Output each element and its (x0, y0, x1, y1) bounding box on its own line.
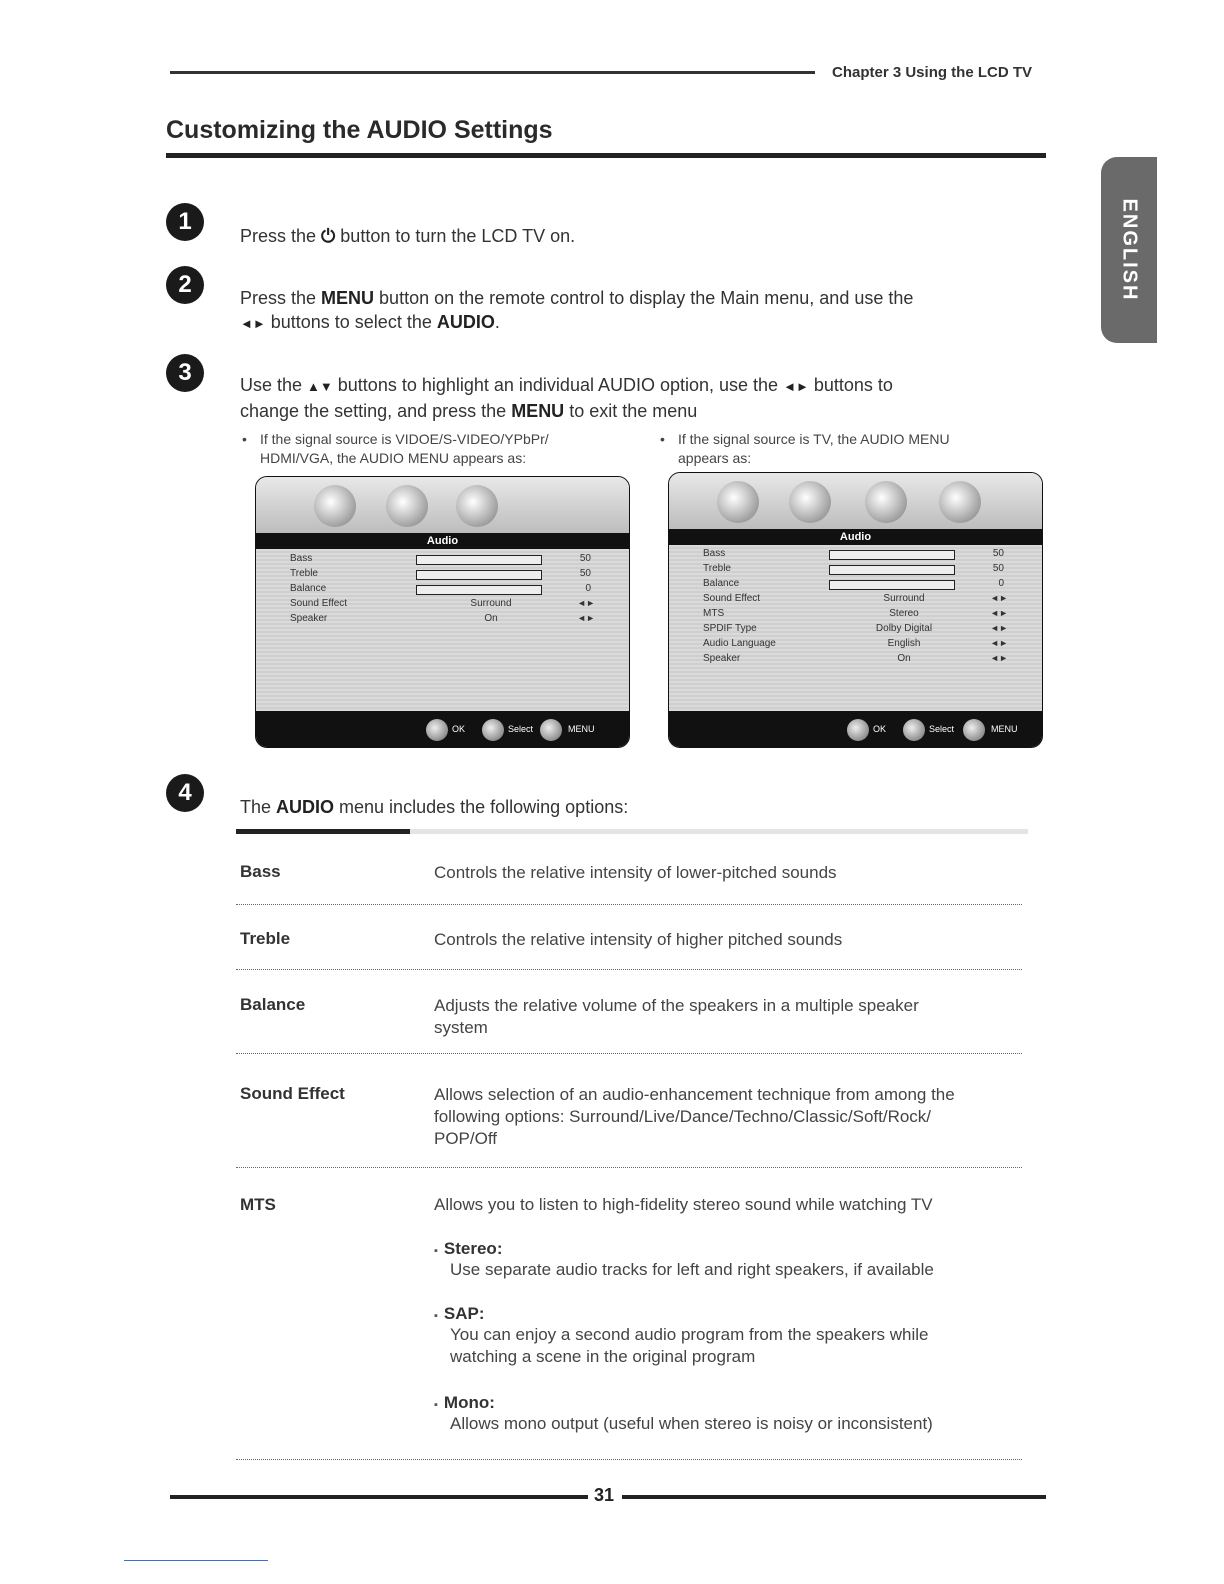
bullet-left (242, 430, 549, 468)
menu-row-balance (669, 577, 1042, 593)
sub-title: Stereo: (443, 1239, 503, 1258)
ok-label: OK (873, 724, 887, 734)
setup-menu-icon (939, 481, 981, 523)
option-desc-balance (434, 995, 1024, 1039)
step-3-text (240, 373, 893, 423)
option-desc-treble: Controls the relative intensity of higher pitched sounds (434, 930, 843, 949)
mts-sub-sap (434, 1304, 1024, 1368)
sub-title: Mono: (443, 1393, 495, 1412)
select-label: Select (929, 724, 955, 734)
options-rule-light (410, 829, 1028, 834)
ok-label: OK (452, 724, 466, 734)
option-term-mts: MTS (240, 1195, 276, 1214)
menu-row-treble (256, 567, 629, 583)
step-number-1: 1 (166, 203, 204, 241)
row-number: 0 (585, 583, 591, 594)
bullet-dot: • (242, 431, 247, 447)
row-value: Dolby Digital (875, 623, 933, 634)
picture-menu-icon (717, 481, 759, 523)
ok-button-icon (426, 719, 448, 741)
option-desc-bass: Controls the relative intensity of lower-pitched sounds (434, 863, 837, 882)
row-divider (236, 1459, 1022, 1460)
options-rule-dark (236, 829, 410, 834)
menu-row-speaker (669, 652, 1042, 668)
level-bar (416, 555, 542, 565)
adjust-arrows-icon: ◄► (990, 623, 1008, 633)
menu-icon-bar (256, 477, 629, 533)
adjust-arrows-icon: ◄► (990, 608, 1008, 618)
bullet-left-line2: HDMI/VGA, the AUDIO MENU appears as: (260, 450, 527, 466)
menu-row-sound-effect (256, 597, 629, 613)
step-3-pre: Use the (240, 375, 308, 395)
level-bar (416, 585, 542, 595)
row-label: Speaker (703, 653, 741, 664)
bullet-square: ▪ (434, 1245, 438, 1257)
step-2-pre: Press the (240, 288, 322, 308)
ok-button-icon (847, 719, 869, 741)
menu-row-treble (669, 562, 1042, 578)
page-title: Customizing the AUDIO Settings (166, 116, 553, 144)
row-label: MTS (703, 608, 725, 619)
mts-sub-stereo (434, 1239, 1024, 1281)
row-label: Audio Language (703, 638, 776, 649)
sub-desc: You can enjoy a second audio program from the speakers while (450, 1325, 929, 1344)
option-term-sound-effect: Sound Effect (240, 1084, 345, 1103)
step-3-menu: MENU (511, 401, 565, 421)
screen-footer (256, 711, 629, 747)
screen-footer (669, 711, 1042, 747)
bullet-square: ▪ (434, 1399, 438, 1411)
mts-sub-mono (434, 1393, 1024, 1435)
step-2-post: button on the remote control to display the Main menu, and use the (374, 288, 914, 308)
row-label: Sound Effect (703, 593, 761, 604)
step-2-mid: buttons to select the (265, 312, 437, 332)
step-4-audio: AUDIO (276, 797, 335, 817)
picture-menu-icon (314, 485, 356, 527)
screen-header: Audio (669, 529, 1042, 545)
select-button-icon (482, 719, 504, 741)
title-rule (166, 153, 1046, 158)
audio-menu-icon (789, 481, 831, 523)
menu-label: MENU (991, 724, 1018, 734)
option-desc-sound-effect (434, 1084, 1024, 1150)
row-label: Balance (290, 583, 327, 594)
footer-rule-left (170, 1495, 588, 1499)
sub-title: SAP: (443, 1304, 485, 1323)
menu-row-bass (256, 552, 629, 568)
level-bar (416, 570, 542, 580)
audio-menu-screen-right (668, 472, 1043, 748)
power-icon: ⏻ (321, 226, 336, 246)
step-3-mid: buttons to highlight an individual AUDIO option, use the (332, 375, 784, 395)
setup-menu-icon (456, 485, 498, 527)
row-divider (236, 969, 1022, 970)
row-divider (236, 1053, 1022, 1054)
menu-button-icon (540, 719, 562, 741)
adjust-arrows-icon: ◄► (990, 638, 1008, 648)
menu-row-speaker (256, 612, 629, 628)
row-label: Bass (290, 553, 313, 564)
left-right-arrows-icon: ◄► (240, 316, 266, 331)
row-divider (236, 1167, 1022, 1168)
row-number: 50 (992, 548, 1004, 559)
header-rule (170, 71, 815, 74)
audio-menu-icon (386, 485, 428, 527)
menu-row-bass (669, 547, 1042, 563)
screen-body (669, 545, 1042, 711)
option-term-treble: Treble (240, 929, 291, 948)
bullet-left-line1: If the signal source is VIDOE/S-VIDEO/YPbPr/ (260, 431, 549, 447)
level-bar (829, 580, 955, 590)
left-right-arrows-icon: ◄► (783, 379, 809, 394)
step-1-pre: Press the (240, 226, 322, 246)
bullet-right (660, 430, 950, 468)
step-2-text (240, 286, 913, 336)
step-1-post: button to turn the LCD TV on. (335, 226, 576, 246)
sub-desc: Use separate audio tracks for left and right speakers, if available (450, 1260, 934, 1279)
step-3-line2-post: to exit the menu (564, 401, 698, 421)
menu-button-icon (963, 719, 985, 741)
step-4-pre: The (240, 797, 277, 817)
row-value: On (484, 613, 498, 624)
menu-row-audio-language (669, 637, 1042, 653)
option-desc-mts: Allows you to listen to high-fidelity stereo sound while watching TV (434, 1195, 933, 1214)
menu-row-sound-effect (669, 592, 1042, 608)
row-label: Treble (290, 568, 318, 579)
bullet-square: ▪ (434, 1310, 438, 1322)
adjust-arrows-icon: ◄► (990, 593, 1008, 603)
row-number: 50 (992, 563, 1004, 574)
step-2-audio: AUDIO (436, 312, 495, 332)
row-label: Sound Effect (290, 598, 348, 609)
level-bar (829, 565, 955, 575)
desc-line: POP/Off (434, 1129, 497, 1148)
option-term-balance: Balance (240, 995, 306, 1014)
menu-row-balance (256, 582, 629, 598)
sub-desc: watching a scene in the original program (450, 1347, 756, 1366)
level-bar (829, 550, 955, 560)
tv-menu-icon (865, 481, 907, 523)
step-2-menu: MENU (321, 288, 375, 308)
step-4-text (240, 795, 628, 819)
screen-header: Audio (256, 533, 629, 549)
option-term-bass: Bass (240, 862, 281, 881)
row-number: 0 (998, 578, 1004, 589)
page-number: 31 (594, 1485, 615, 1505)
chapter-heading: Chapter 3 Using the LCD TV (832, 64, 1033, 81)
row-number: 50 (579, 568, 591, 579)
desc-line: system (434, 1018, 488, 1037)
step-3-post: buttons to (808, 375, 893, 395)
menu-row-mts (669, 607, 1042, 623)
language-tab-label: ENGLISH (1118, 198, 1141, 302)
row-divider (236, 904, 1022, 905)
row-value: Surround (470, 598, 512, 609)
menu-icon-bar (669, 473, 1042, 529)
sub-desc: Allows mono output (useful when stereo is noisy or inconsistent) (450, 1414, 933, 1433)
desc-line: following options: Surround/Live/Dance/Techno/Classic/Soft/Rock/ (434, 1107, 932, 1126)
row-label: Balance (703, 578, 740, 589)
step-number-2: 2 (166, 266, 204, 304)
row-label: Bass (703, 548, 726, 559)
screen-body (256, 549, 629, 711)
bullet-right-line1: If the signal source is TV, the AUDIO MENU (678, 431, 950, 447)
bullet-dot: • (660, 431, 665, 447)
step-2-end: . (494, 312, 500, 332)
language-tab (1101, 157, 1157, 343)
edge-mark (124, 1560, 268, 1561)
row-value: Surround (883, 593, 925, 604)
up-down-arrows-icon: ▲▼ (307, 379, 333, 394)
step-number-3: 3 (166, 354, 204, 392)
desc-line: Allows selection of an audio-enhancement technique from among the (434, 1085, 955, 1104)
step-3-line2-pre: change the setting, and press the (240, 401, 512, 421)
adjust-arrows-icon: ◄► (577, 613, 595, 623)
step-4-post: menu includes the following options: (334, 797, 629, 817)
adjust-arrows-icon: ◄► (577, 598, 595, 608)
row-value: On (897, 653, 911, 664)
row-value: English (887, 638, 921, 649)
row-label: Treble (703, 563, 731, 574)
menu-label: MENU (568, 724, 595, 734)
row-value: Stereo (889, 608, 919, 619)
select-button-icon (903, 719, 925, 741)
menu-row-spdif-type (669, 622, 1042, 638)
row-label: Speaker (290, 613, 328, 624)
bullet-right-line2: appears as: (678, 450, 752, 466)
row-label: SPDIF Type (703, 623, 757, 634)
select-label: Select (508, 724, 534, 734)
step-number-4: 4 (166, 774, 204, 812)
adjust-arrows-icon: ◄► (990, 653, 1008, 663)
audio-menu-screen-left (255, 476, 630, 748)
desc-line: Adjusts the relative volume of the speakers in a multiple speaker (434, 996, 919, 1015)
footer-rule-right (622, 1495, 1046, 1499)
step-1-text (240, 224, 575, 248)
row-number: 50 (579, 553, 591, 564)
